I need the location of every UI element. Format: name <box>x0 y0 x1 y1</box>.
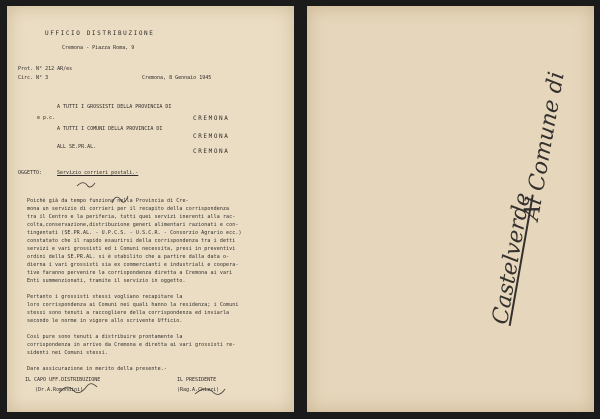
body-line: servizi e vari grossisti ed i Comuni necessita, presi in preventivi <box>27 246 236 252</box>
body-line: tive faranno pervenire la corrispondenza diretta a Cremona ai vari <box>27 270 233 276</box>
body-line: ordini della SE.PR.AL. si è stabilito che a partire dalla data o- <box>27 254 230 260</box>
body-line: Enti summenzionati, tramite il servizio in oggetto. <box>27 278 186 284</box>
body-line: dierna i vari grossisti sia ex commercianti e industriali e coopera- <box>27 262 239 268</box>
body-line: Così pure sono tenuti a distribuire prontamente la <box>27 334 183 340</box>
recipient-grossisti-place: CREMONA <box>193 115 230 122</box>
letterhead-office: UFFICIO DISTRIBUZIONE <box>45 30 155 37</box>
recipient-sepral-place: CREMONA <box>193 148 230 155</box>
handwritten-marks <box>7 6 294 412</box>
signature-left-title: IL CAPO UFF.DISTRIBUZIONE <box>25 377 101 383</box>
body-line: Pertanto i grossisti stessi vogliano recapitare la <box>27 294 183 300</box>
body-line: loro corrispondenza ai Comuni nei quali hanno la residenza; i Comuni <box>27 302 239 308</box>
letter-date: Cremona, 8 Gennaio 1945 <box>142 75 212 81</box>
letterhead-address: Cremona - Piazza Roma, 9 <box>62 45 135 51</box>
body-line: Poichè già da tempo funziona nella Provincia di Cre- <box>27 198 189 204</box>
signature-right-scribble <box>195 389 225 394</box>
subject-label: OGGETTO: <box>18 170 43 176</box>
recipient-comuni-place: CREMONA <box>193 133 230 140</box>
body-line: constatato che il rapido esaurirsi della corrispondenza tra i detti <box>27 238 236 244</box>
protocol-number: Prot. N° 212 AR/es <box>18 66 73 72</box>
body-line: colta,conservazione,distribuzione generi alimentari razionati e con- <box>27 222 239 228</box>
body-line: corrispondenza in arrivo da Cremona e diretta ai vari grossisti re- <box>27 342 236 348</box>
recipient-sepral-label: ALL SE.PR.AL. <box>57 144 97 150</box>
signature-right-title: IL PRESIDENTE <box>177 377 217 383</box>
handwritten-recipient-line2: Castelverde <box>488 190 536 327</box>
letter-front-sheet <box>7 6 294 412</box>
signature-left-scribble <box>59 384 97 393</box>
signature-right-name: (Rag.A.Chizzi) <box>177 387 220 393</box>
handwritten-recipient-line1: Al Comune di <box>519 69 570 223</box>
recipient-grossisti-label: A TUTTI I GROSSISTI DELLA PROVINCIA DI <box>57 104 172 110</box>
signature-left-name: (Dr.A.Romondini) <box>35 387 84 393</box>
subject-text: Servizio corrieri postali.- <box>57 170 139 176</box>
body-line: stessi sono tenuti a raccogliere della corrispondenza ed inviarla <box>27 310 230 316</box>
body-line: Dare assicurazione in merito della presente.- <box>27 366 167 372</box>
body-line: secondo le norme in vigore allo scrivente Ufficio. <box>27 318 183 324</box>
body-line: tra il Centro e la periferia, tutti quei servizi inerenti alla rac- <box>27 214 236 220</box>
pc-note: e p.c. <box>37 115 56 121</box>
circular-number: Circ. N° 3 <box>18 75 49 81</box>
signature-mark <box>77 183 95 187</box>
handwritten-check <box>112 196 128 203</box>
letter-back-sheet <box>307 6 594 412</box>
body-line: sidenti nei Comuni stessi. <box>27 350 108 356</box>
recipient-comuni-label: A TUTTI I COMUNI DELLA PROVINCIA DI <box>57 126 163 132</box>
body-line: mona un servizio di corrieri per il recapito della corrispondenza <box>27 206 230 212</box>
body-line: tingentati (SE.PR.AL. - U.P.C.S. - U.S.C.R. - Consorzio Agrario ecc.) <box>27 230 242 236</box>
